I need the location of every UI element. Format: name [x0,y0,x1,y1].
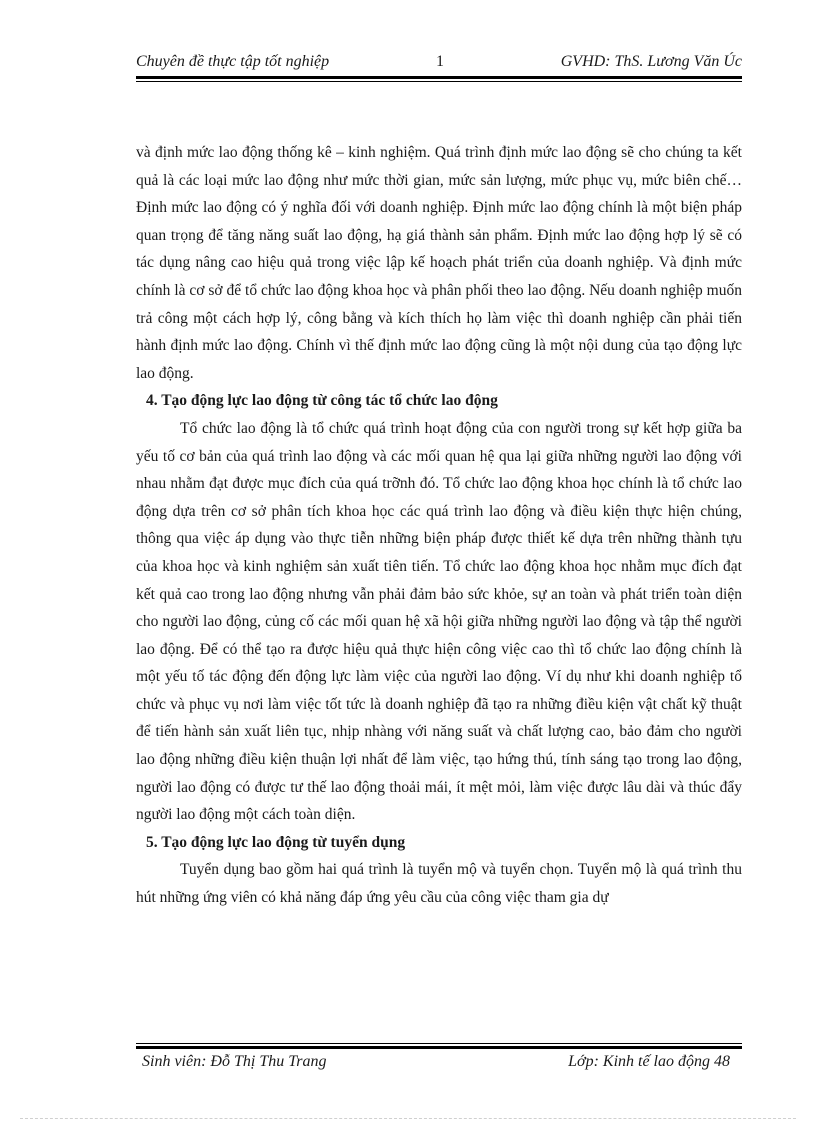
header-page-number: 1 [436,53,444,70]
page-body [136,139,742,912]
page-header [136,50,742,74]
section-heading-4: 4. Tạo động lực lao động từ công tác tổ chức lao động [146,392,498,410]
section-heading-5: 5. Tạo động lực lao động từ tuyển dụng [146,833,406,851]
footer-student: Sinh viên: Đỗ Thị Thu Trang [142,1053,327,1070]
header-supervisor: GVHD: ThS. Lương Văn Úc [560,53,742,70]
body-paragraph: và định mức lao động thống kê – kinh nghiệm. Quá trình định mức lao động sẽ cho chúng ta kết quả là các loại mức lao động như mức thời gian, mức sản lượng, mức phục vụ, mức biên chế…Định mức lao động có ý nghĩa đối với doanh nghiệp. Định mức lao động chính là một biện pháp quan trọng để tăng năng suất lao động, hạ giá thành sản phẩm. Định mức lao động hợp lý sẽ có tác dụng nâng cao hiệu quả trong việc lập kế hoạch phát triển của doanh nghiệp. Và định mức chính là cơ sở để tổ chức lao động khoa học và phân phối theo lao động. Nếu doanh nghiệp muốn trả công một cách hợp lý, công bằng và kích thích họ làm việc thì doanh nghiệp cần phải tiến hành định mức lao động. Chính vì thế định mức lao động cũng là một nội dung của tạo động lực lao động. [136,144,742,382]
page-footer [136,1050,742,1074]
page-edge [20,1118,796,1119]
header-document-title: Chuyên đề thực tập tốt nghiệp [136,53,330,70]
body-paragraph: Tuyển dụng bao gồm hai quá trình là tuyển mộ và tuyển chọn. Tuyển mộ là quá trình thu hút những ứng viên có khả năng đáp ứng yêu cầu của công việc tham gia dự [136,861,742,907]
header-divider [136,76,742,82]
footer-divider [136,1043,742,1049]
body-paragraph: Tổ chức lao động là tổ chức quá trình hoạt động của con người trong sự kết hợp giữa ba yếu tố cơ bản của quá trình lao động và các mối quan hệ qua lại giữa những người lao động với nhau nhằm đạt được mục đích của quá trỡnh đó. Tổ chức lao động khoa học chính là tổ chức lao động dựa trên cơ sở phân tích khoa học các quá trình lao động và điều kiện thực hiện chúng, thông qua việc áp dụng vào thực tiễn những biện pháp được thiết kế dựa trên những thành tựu của khoa học và kinh nghiệm sản xuất tiên tiến. Tổ chức lao động khoa học nhằm mục đích đạt kết quả cao trong lao động nhưng vẫn phải đảm bảo sức khỏe, sự an toàn và phát triển toàn diện cho người lao động, củng cố các mối quan hệ xã hội giữa những người lao động và tập thể người lao động. Để có thể tạo ra được hiệu quả thực hiện công việc cao thì tổ chức lao động chính là một yếu tố tác động đến động lực làm việc của người lao động. Ví dụ như khi doanh nghiệp tổ chức và phục vụ nơi làm việc tốt tức là doanh nghiệp đã tạo ra những điều kiện vật chất kỹ thuật để tiến hành sản xuất liên tục, nhịp nhàng với năng suất và chất lượng cao, bảo đảm cho người lao động những điều kiện thuận lợi nhất để làm việc, tạo hứng thú, tính sáng tạo trong lao động, người lao động có được tư thế lao động thoải mái, ít mệt mỏi, làm việc được lâu dài và thúc đẩy người lao động một cách toàn diện. [136,419,742,824]
footer-class: Lớp: Kinh tế lao động 48 [568,1053,730,1070]
